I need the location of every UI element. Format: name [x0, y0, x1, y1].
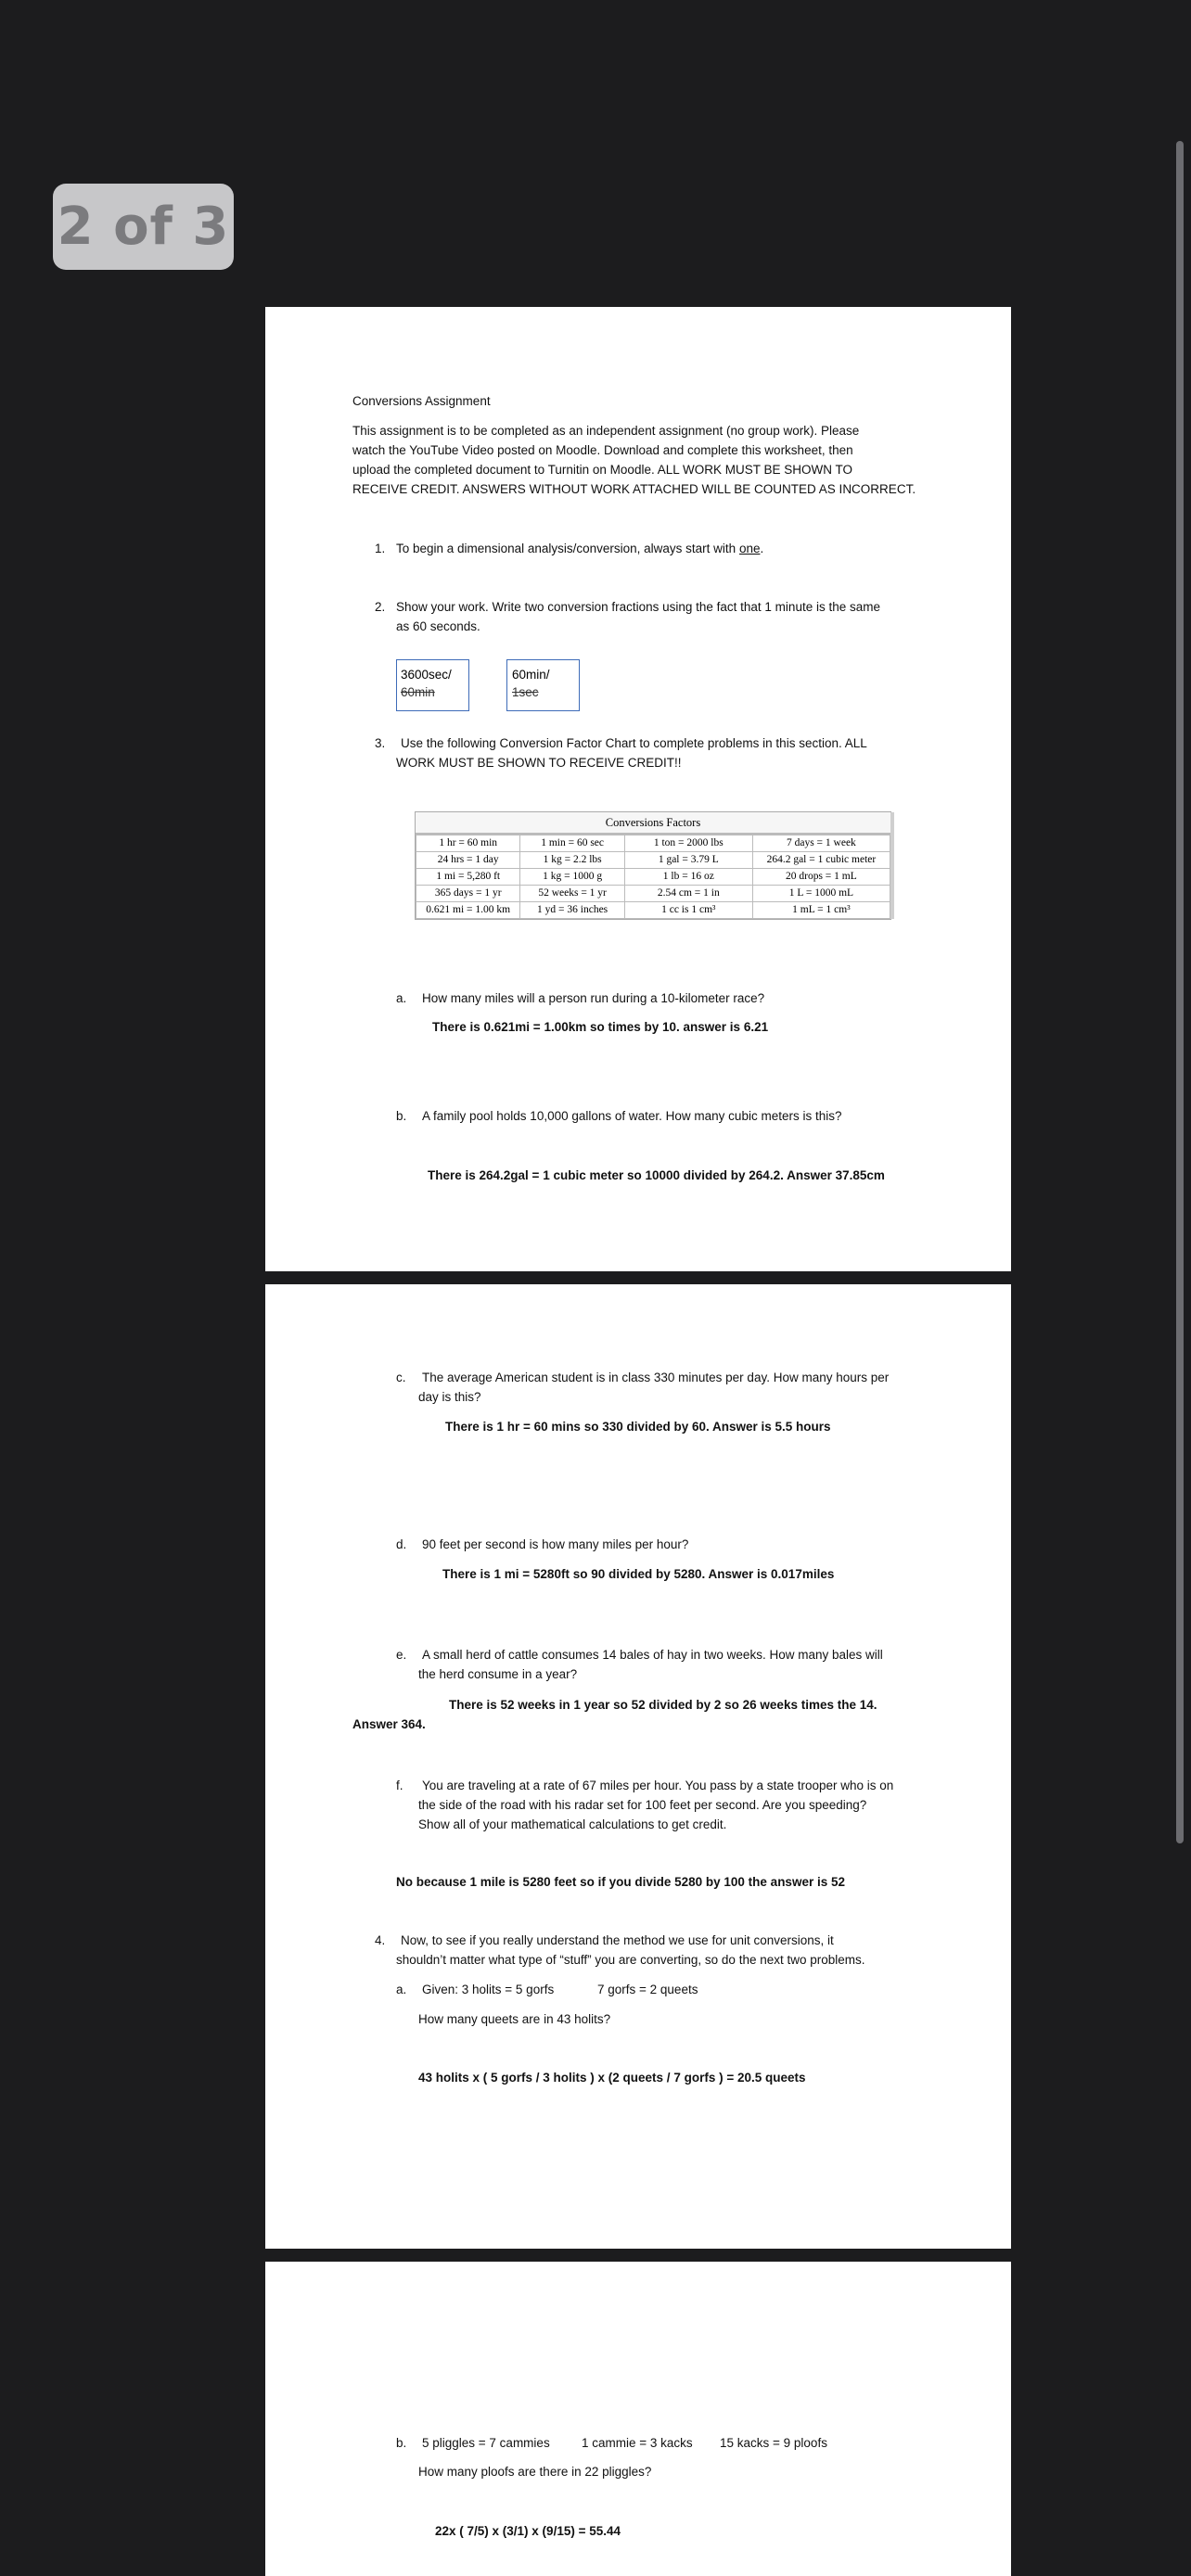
table-cell: 1 yd = 36 inches [520, 902, 624, 919]
table-cell: 1 min = 60 sec [520, 835, 624, 852]
intro-line-1: This assignment is to be completed as an independent assignment (no group work). Please [352, 424, 860, 438]
table-cell: 1 L = 1000 mL [752, 886, 890, 902]
q3-line-1: Use the following Conversion Factor Chart to complete problems in this section. ALL [401, 736, 867, 750]
intro-line-3: upload the completed document to Turnitin on Moodle. ALL WORK MUST BE SHOWN TO [352, 463, 852, 477]
table-grid [416, 835, 890, 919]
table-cell: 1 kg = 1000 g [520, 869, 624, 886]
qe-line-1: A small herd of cattle consumes 14 bales of hay in two weeks. How many bales will [422, 1648, 883, 1662]
table-row [416, 835, 890, 852]
table-cell: 1 mL = 1 cm³ [752, 902, 890, 919]
table-shadow [890, 812, 894, 919]
table-cell: 7 days = 1 week [752, 835, 890, 852]
table-title: Conversions Factors [416, 812, 890, 835]
document-page-3 [265, 2262, 1011, 2576]
table-row [416, 852, 890, 869]
q4-number: 4. [375, 1933, 386, 1947]
scrollbar[interactable] [1176, 141, 1184, 1843]
answer-box-2[interactable] [506, 659, 580, 711]
qf-answer: No because 1 mile is 5280 feet so if you divide 5280 by 100 the answer is 52 [396, 1875, 845, 1889]
document-page-1 [265, 307, 1011, 1271]
table-row [416, 869, 890, 886]
table-cell: 24 hrs = 1 day [416, 852, 520, 869]
q4a-given-2: 7 gorfs = 2 queets [597, 1983, 698, 1996]
table-cell: 1 gal = 3.79 L [624, 852, 752, 869]
answer-box-2-top: 60min/ [512, 668, 550, 682]
table-cell: 1 mi = 5,280 ft [416, 869, 520, 886]
qd-letter: d. [396, 1537, 407, 1551]
q1-end: . [760, 542, 764, 555]
qe-line-2: the herd consume in a year? [418, 1667, 578, 1681]
intro-line-4: RECEIVE CREDIT. ANSWERS WITHOUT WORK ATTACHED WILL BE COUNTED AS INCORRECT. [352, 482, 916, 496]
answer-box-1-bottom: 60min [401, 685, 435, 699]
q2-line-2: as 60 seconds. [396, 619, 480, 633]
intro-line-2: watch the YouTube Video posted on Moodle. Download and complete this worksheet, then [352, 443, 853, 457]
qe-answer-line-1: There is 52 weeks in 1 year so 52 divided by 2 so 26 weeks times the 14. [449, 1698, 877, 1712]
qa-answer: There is 0.621mi = 1.00km so times by 10. answer is 6.21 [432, 1020, 769, 1034]
table-cell: 365 days = 1 yr [416, 886, 520, 902]
q4b-given-3: 15 kacks = 9 ploofs [720, 2436, 827, 2450]
q4a-question: How many queets are in 43 holits? [418, 2012, 611, 2026]
q3-line-2: WORK MUST BE SHOWN TO RECEIVE CREDIT!! [396, 756, 682, 770]
q4a-given-1: Given: 3 holits = 5 gorfs [422, 1983, 555, 1996]
table-row [416, 902, 890, 919]
table-cell: 1 hr = 60 min [416, 835, 520, 852]
qa-letter: a. [396, 991, 407, 1005]
table-cell: 1 kg = 2.2 lbs [520, 852, 624, 869]
qa-question: How many miles will a person run during a 10-kilometer race? [422, 991, 765, 1005]
qc-answer: There is 1 hr = 60 mins so 330 divided by 60. Answer is 5.5 hours [445, 1420, 831, 1434]
q1-number: 1. [375, 542, 386, 555]
table-row [416, 886, 890, 902]
qf-line-3: Show all of your mathematical calculations to get credit. [418, 1817, 727, 1831]
qb-question: A family pool holds 10,000 gallons of water. How many cubic meters is this? [422, 1109, 842, 1123]
q4b-question: How many ploofs are there in 22 pliggles? [418, 2465, 652, 2479]
page-indicator: 2 of 3 [53, 184, 234, 270]
qf-line-1: You are traveling at a rate of 67 miles per hour. You pass by a state trooper who is on [422, 1779, 894, 1792]
q4b-given-2: 1 cammie = 3 kacks [582, 2436, 693, 2450]
q4b-letter: b. [396, 2436, 407, 2450]
qd-question: 90 feet per second is how many miles per hour? [422, 1537, 689, 1551]
table-cell: 52 weeks = 1 yr [520, 886, 624, 902]
table-cell: 0.621 mi = 1.00 km [416, 902, 520, 919]
qb-answer: There is 264.2gal = 1 cubic meter so 10000 divided by 264.2. Answer 37.85cm [428, 1168, 885, 1182]
answer-box-1[interactable] [396, 659, 469, 711]
q4b-answer: 22x ( 7/5) x (3/1) x (9/15) = 55.44 [435, 2524, 621, 2538]
table-cell: 1 lb = 16 oz [624, 869, 752, 886]
q4b-given-1: 5 pliggles = 7 cammies [422, 2436, 550, 2450]
answer-box-1-top: 3600sec/ [401, 668, 452, 682]
answer-box-2-bottom: 1sec [512, 685, 539, 699]
table-cell: 264.2 gal = 1 cubic meter [752, 852, 890, 869]
q4a-answer: 43 holits x ( 5 gorfs / 3 holits ) x (2 queets / 7 gorfs ) = 20.5 queets [418, 2071, 806, 2085]
document-page-2 [265, 1284, 1011, 2249]
conversion-factor-table [415, 811, 891, 920]
qf-line-2: the side of the road with his radar set for 100 feet per second. Are you speeding? [418, 1798, 867, 1812]
table-cell: 1 cc is 1 cm³ [624, 902, 752, 919]
q4-line-1: Now, to see if you really understand the method we use for unit conversions, it [401, 1933, 834, 1947]
q1-text-main: To begin a dimensional analysis/conversion, always start with [396, 542, 739, 555]
qc-line-1: The average American student is in class 330 minutes per day. How many hours per [422, 1371, 890, 1384]
qe-letter: e. [396, 1648, 407, 1662]
table-cell: 2.54 cm = 1 in [624, 886, 752, 902]
q4a-letter: a. [396, 1983, 407, 1996]
q3-number: 3. [375, 736, 386, 750]
qf-letter: f. [396, 1779, 403, 1792]
qe-answer-line-2: Answer 364. [352, 1717, 426, 1731]
table-cell: 1 ton = 2000 lbs [624, 835, 752, 852]
qb-letter: b. [396, 1109, 407, 1123]
q2-number: 2. [375, 600, 386, 614]
q1-underlined: one [738, 542, 761, 555]
qd-answer: There is 1 mi = 5280ft so 90 divided by 5280. Answer is 0.017miles [442, 1567, 835, 1581]
qc-line-2: day is this? [418, 1390, 481, 1404]
qc-letter: c. [396, 1371, 406, 1384]
assignment-title: Conversions Assignment [352, 394, 491, 408]
q2-line-1: Show your work. Write two conversion fractions using the fact that 1 minute is the same [396, 600, 880, 614]
q1-text [396, 539, 763, 558]
table-cell: 20 drops = 1 mL [752, 869, 890, 886]
q4-line-2: shouldn’t matter what type of “stuff” you are converting, so do the next two problems. [396, 1953, 865, 1967]
